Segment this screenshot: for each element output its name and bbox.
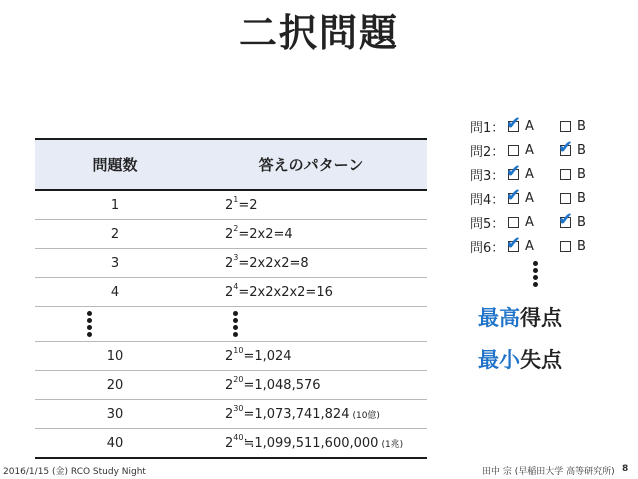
table-row	[35, 278, 427, 307]
question-list	[470, 114, 612, 258]
row-note: (1兆)	[381, 439, 404, 450]
question-label: 問2：	[470, 144, 505, 160]
question-label: 問6：	[470, 240, 505, 256]
checkmark-icon: ✔	[506, 112, 522, 134]
table-row	[35, 190, 427, 220]
option-b[interactable]: B	[560, 191, 612, 206]
question-row	[470, 162, 612, 186]
checkmark-icon: ✔	[506, 232, 522, 254]
question-label: 問1：	[470, 120, 505, 136]
row-count: 40	[35, 429, 195, 459]
question-label: 問3：	[470, 168, 505, 184]
option-a[interactable]: ✔ A	[506, 112, 534, 134]
checkbox-icon	[508, 217, 519, 228]
row-formula: $2^4=2x2x2x2=16$	[195, 278, 427, 307]
option-a[interactable]: ✔ A	[506, 184, 534, 206]
row-formula: $2^{10}=1,024$	[195, 342, 427, 371]
page-number: 8	[622, 464, 629, 474]
checkbox-icon	[560, 193, 571, 204]
question-row	[470, 186, 612, 210]
table-row	[35, 400, 427, 429]
row-count: 20	[35, 371, 195, 400]
option-b[interactable]: B	[560, 239, 612, 254]
patterns-table	[35, 138, 427, 459]
row-count: 10	[35, 342, 195, 371]
option-b[interactable]: B	[560, 119, 612, 134]
row-formula: $2^1=2$	[195, 190, 427, 220]
table-row	[35, 429, 427, 459]
ellipsis-row	[35, 307, 427, 342]
slide-title: 二択問題	[238, 11, 399, 55]
option-b[interactable]: ✔ B	[558, 208, 586, 230]
row-count: 30	[35, 400, 195, 429]
header-patterns: 答えのパターン	[195, 139, 427, 190]
option-a[interactable]: A	[508, 215, 560, 230]
max-score-label: 最高得点	[478, 306, 562, 330]
option-b[interactable]: ✔ B	[558, 136, 586, 158]
row-count: 3	[35, 249, 195, 278]
table-row	[35, 249, 427, 278]
min-loss-label: 最小失点	[478, 348, 562, 372]
checkbox-icon	[560, 121, 571, 132]
checkmark-icon: ✔	[558, 208, 574, 230]
table-row	[35, 371, 427, 400]
vertical-ellipsis-icon	[533, 261, 538, 287]
checkbox-icon	[508, 145, 519, 156]
option-a[interactable]: ✔ A	[506, 160, 534, 182]
row-formula: $2^{40}≒1,099,511,600,000$ (1兆)	[195, 429, 427, 459]
question-row	[470, 210, 612, 234]
question-row	[470, 114, 612, 138]
vertical-ellipsis-icon	[205, 311, 265, 337]
row-formula: $2^{30}=1,073,741,824$ (10億)	[195, 400, 427, 429]
row-count: 4	[35, 278, 195, 307]
question-label: 問4：	[470, 192, 505, 208]
footer-author: 田中 宗 (早稲田大学 高等研究所)	[482, 467, 615, 477]
checkmark-icon: ✔	[558, 136, 574, 158]
checkbox-icon	[560, 169, 571, 180]
header-count: 問題数	[35, 139, 195, 190]
row-formula: $2^2=2x2=4$	[195, 220, 427, 249]
row-note: (10億)	[352, 410, 380, 421]
option-b[interactable]: B	[560, 167, 612, 182]
option-a[interactable]: ✔ A	[506, 232, 534, 254]
checkmark-icon: ✔	[506, 160, 522, 182]
row-formula: $2^3=2x2x2=8$	[195, 249, 427, 278]
checkbox-icon	[560, 241, 571, 252]
table-header-row	[35, 139, 427, 190]
question-label: 問5：	[470, 216, 505, 232]
footer-date-event: 2016/1/15 (金) RCO Study Night	[3, 467, 146, 477]
question-row	[470, 234, 612, 258]
row-count: 2	[35, 220, 195, 249]
question-row	[470, 138, 612, 162]
vertical-ellipsis-icon	[0, 311, 195, 337]
row-formula: $2^{20}=1,048,576$	[195, 371, 427, 400]
checkmark-icon: ✔	[506, 184, 522, 206]
table-row	[35, 220, 427, 249]
table-row	[35, 342, 427, 371]
row-count: 1	[35, 190, 195, 220]
option-a[interactable]: A	[508, 143, 560, 158]
